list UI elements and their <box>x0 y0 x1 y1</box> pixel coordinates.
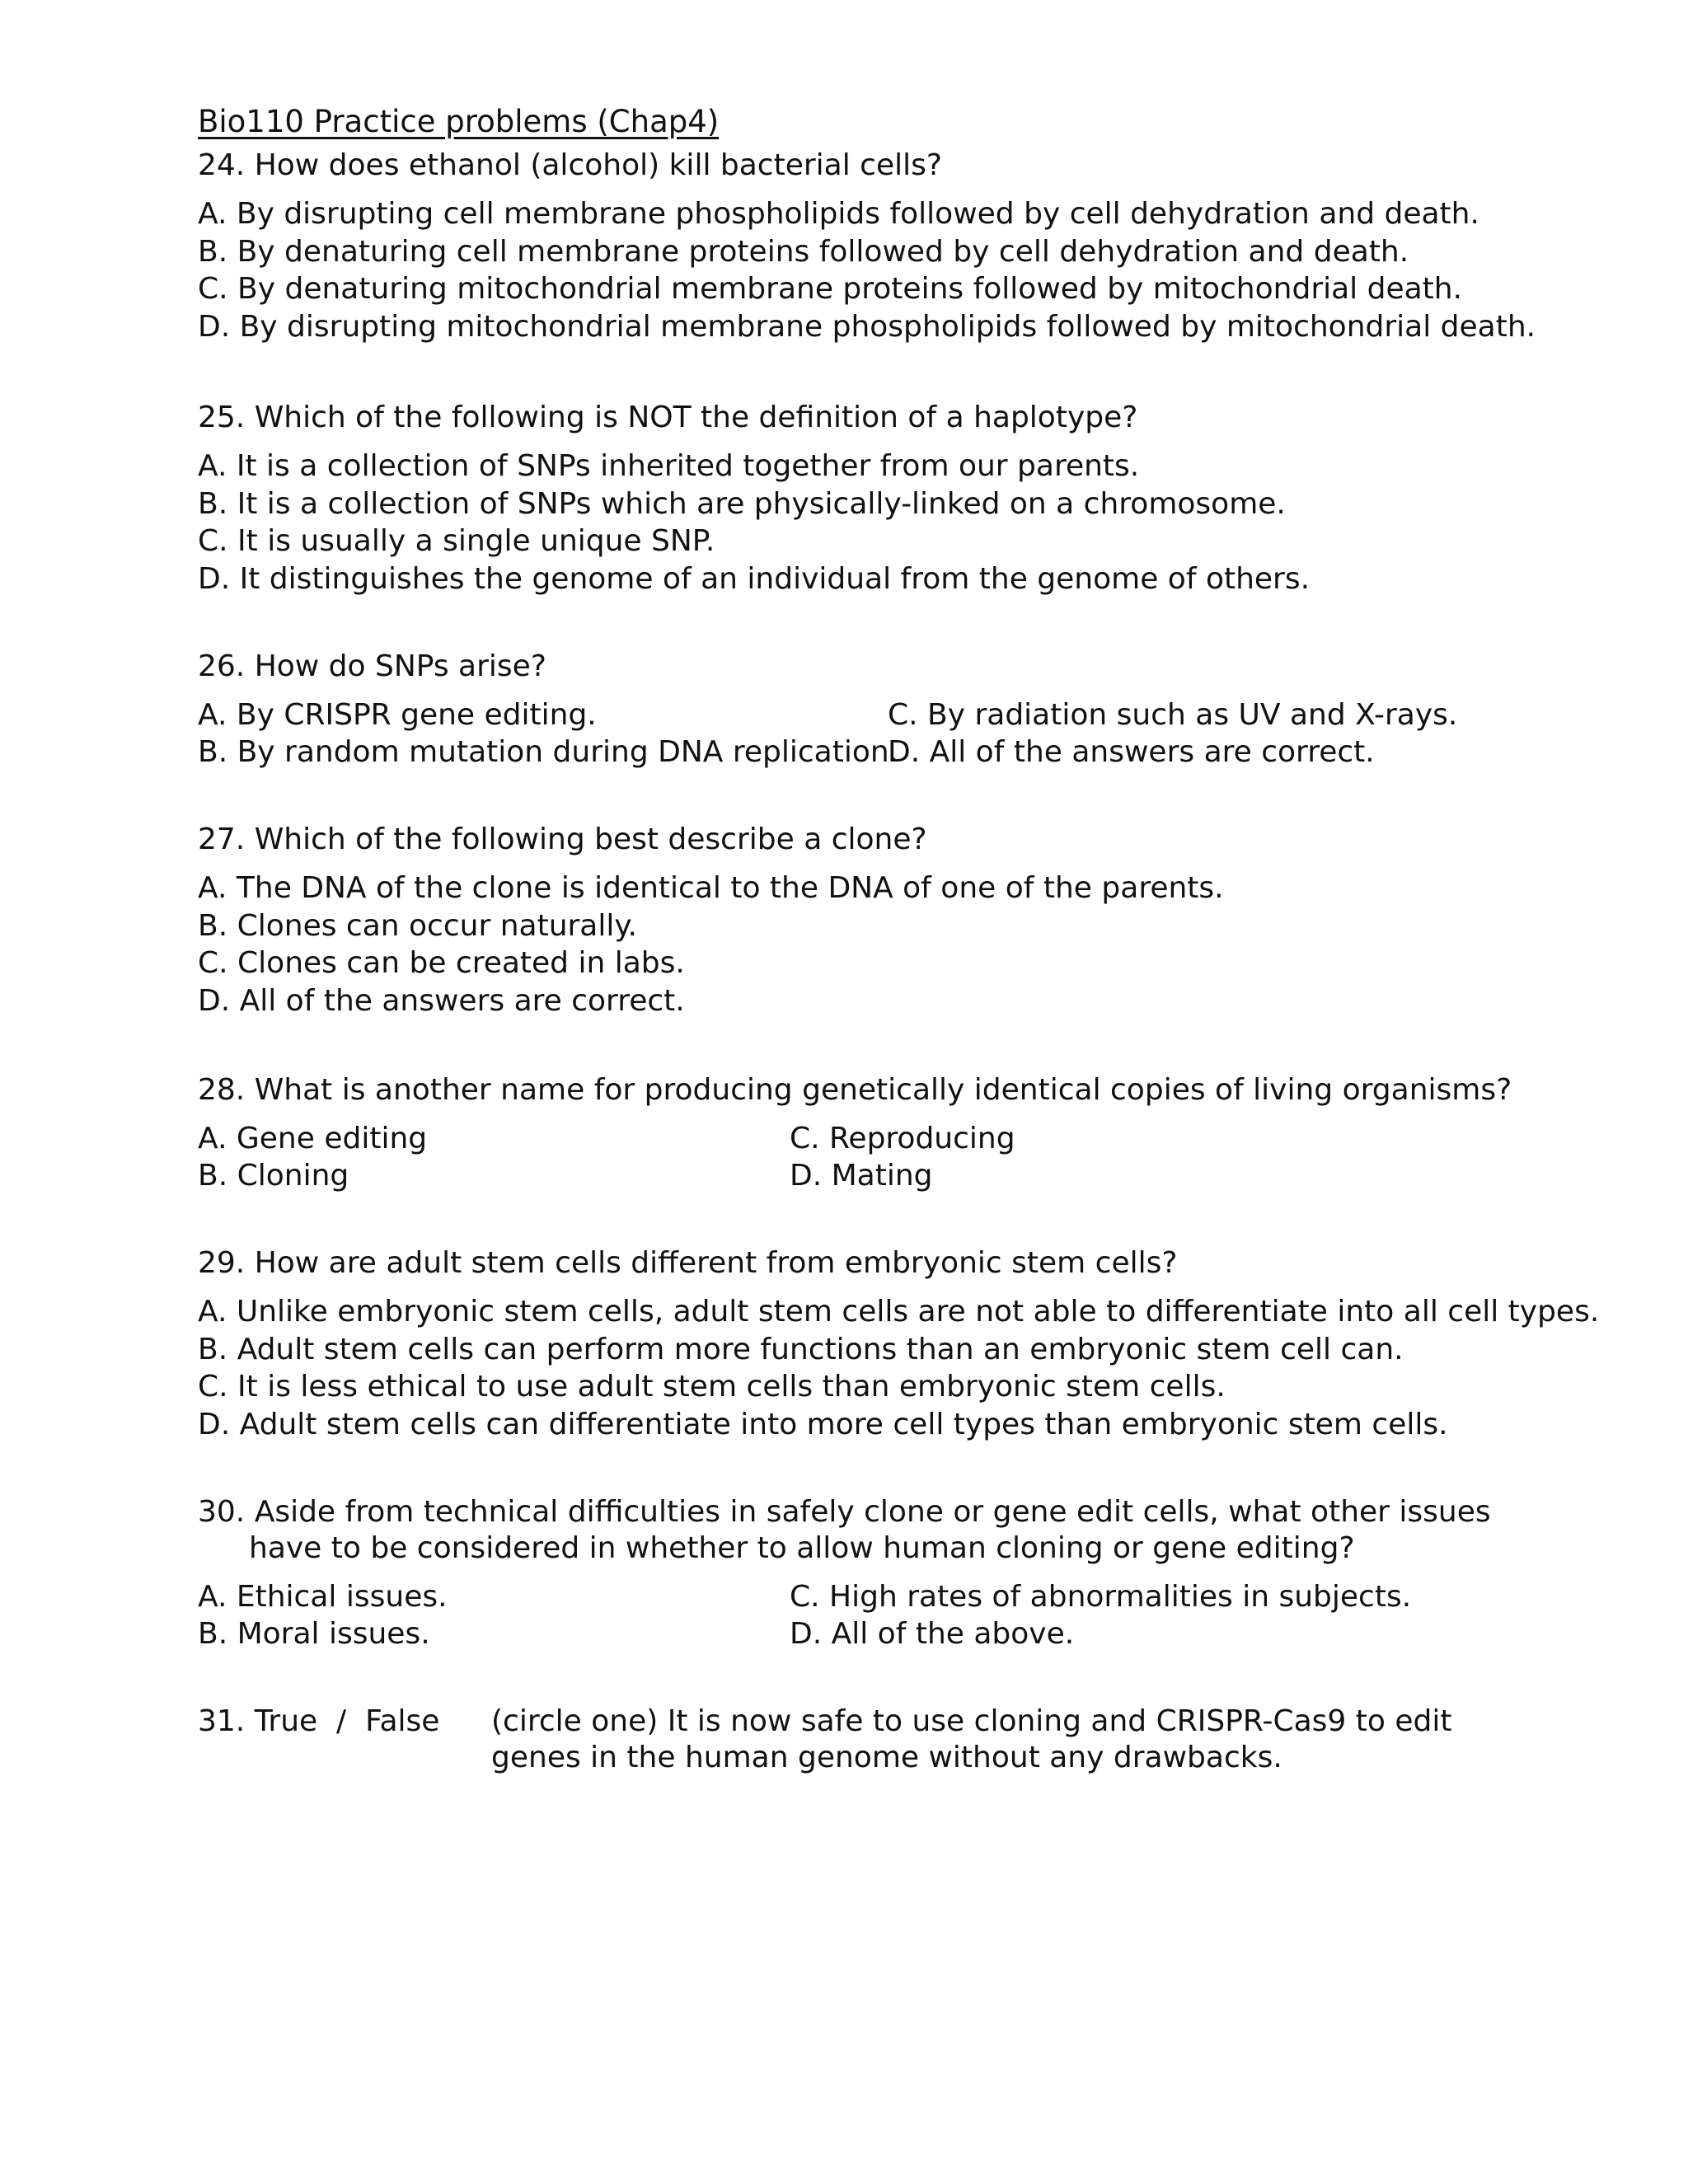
option-a: A. By CRISPR gene editing. <box>198 698 597 732</box>
page-title: Bio110 Practice problems (Chap4) <box>198 104 720 139</box>
answer-options <box>198 195 1536 345</box>
option-a: A. By disrupting cell membrane phospholipids followed by cell dehydration and death. <box>198 197 1479 231</box>
option-a: A. The DNA of the clone is identical to the DNA of one of the parents. <box>198 871 1224 905</box>
option-a: A. Ethical issues. <box>198 1580 448 1614</box>
question-28 <box>198 1072 1517 1194</box>
question-prompt: 30. Aside from technical difficulties in safely clone or gene edit cells, what other issues have to be considered in whether to allow human cloning or gene editing? <box>198 1495 1491 1565</box>
answer-options <box>198 696 1517 771</box>
option-c: C. By radiation such as UV and X-rays. <box>888 698 1458 732</box>
option-b: B. It is a collection of SNPs which are physically-linked on a chromosome. <box>198 486 1286 521</box>
question-prompt: 27. Which of the following best describe a clone? <box>198 823 927 856</box>
option-b: B. By denaturing cell membrane proteins followed by cell dehydration and death. <box>198 234 1409 269</box>
option-c: C. High rates of abnormalities in subjects. <box>790 1580 1412 1614</box>
question-31 <box>198 1704 1517 1776</box>
option-b: B. Cloning <box>198 1159 349 1193</box>
option-c: C. Clones can be created in labs. <box>198 946 685 980</box>
option-b: B. Adult stem cells can perform more functions than an embryonic stem cell can. <box>198 1332 1404 1366</box>
question-prompt: 25. Which of the following is NOT the definition of a haplotype? <box>198 401 1138 434</box>
question-26 <box>198 649 1517 771</box>
option-d: D. It distinguishes the genome of an individual from the genome of others. <box>198 561 1311 596</box>
question-29 <box>198 1245 1600 1443</box>
option-a: A. It is a collection of SNPs inherited together from our parents. <box>198 449 1140 483</box>
question-prompt: 29. How are adult stem cells different from embryonic stem cells? <box>198 1246 1178 1280</box>
question-statement: (circle one) It is now safe to use cloning and CRISPR-Cas9 to edit genes in the human genome without any drawbacks. <box>491 1704 1452 1774</box>
question-24 <box>198 148 1536 345</box>
answer-options <box>198 1120 1517 1194</box>
question-30 <box>198 1494 1517 1652</box>
answer-options <box>198 869 1517 1019</box>
option-c: C. By denaturing mitochondrial membrane proteins followed by mitochondrial death. <box>198 272 1463 306</box>
answer-options <box>198 448 1517 598</box>
option-d: D. By disrupting mitochondrial membrane phospholipids followed by mitochondrial death. <box>198 309 1536 344</box>
question-25 <box>198 400 1517 598</box>
option-a: A. Gene editing <box>198 1122 428 1155</box>
question-27 <box>198 822 1517 1019</box>
option-d: D. All of the answers are correct. <box>888 735 1375 769</box>
option-b: B. By random mutation during DNA replication. <box>198 735 899 769</box>
option-d: D. All of the answers are correct. <box>198 983 685 1018</box>
true-false-choice: 31. True / False <box>198 1704 440 1738</box>
answer-options <box>198 1578 1517 1652</box>
option-d: D. All of the above. <box>790 1617 1075 1651</box>
option-a: A. Unlike embryonic stem cells, adult stem cells are not able to differentiate into all cell types. <box>198 1295 1600 1329</box>
question-prompt: 24. How does ethanol (alcohol) kill bacterial cells? <box>198 148 942 182</box>
option-c: C. It is usually a single unique SNP. <box>198 524 715 558</box>
option-c: C. Reproducing <box>790 1122 1015 1155</box>
option-c: C. It is less ethical to use adult stem cells than embryonic stem cells. <box>198 1370 1226 1404</box>
question-prompt: 26. How do SNPs arise? <box>198 649 546 683</box>
answer-options <box>198 1293 1600 1443</box>
option-b: B. Moral issues. <box>198 1617 430 1651</box>
option-d: D. Adult stem cells can differentiate into more cell types than embryonic stem cells. <box>198 1407 1448 1441</box>
worksheet-page <box>198 103 1600 1776</box>
option-d: D. Mating <box>790 1159 933 1193</box>
question-prompt: 28. What is another name for producing genetically identical copies of living organisms? <box>198 1073 1512 1107</box>
option-b: B. Clones can occur naturally. <box>198 908 637 943</box>
